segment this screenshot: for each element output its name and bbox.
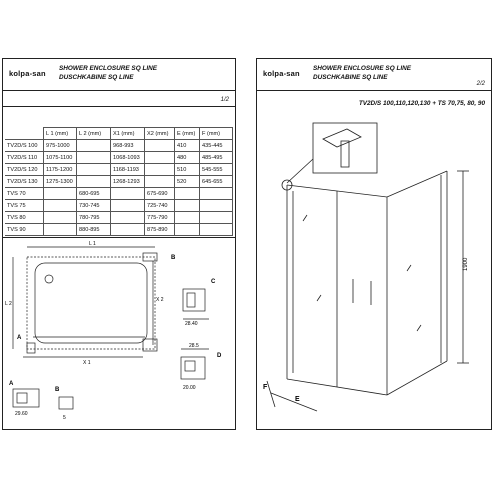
- detail-label-c: C: [211, 279, 216, 285]
- table-cell: 875-890: [145, 224, 175, 236]
- table-cell: 725-740: [145, 200, 175, 212]
- dimension-value: 20.00: [183, 385, 196, 391]
- table-row: [5, 140, 233, 152]
- table-cell: [175, 224, 200, 236]
- table-row: [5, 176, 233, 188]
- table-cell: [145, 164, 175, 176]
- detail-label-b: B: [171, 255, 176, 261]
- enclosure-3d-drawing: [257, 111, 491, 429]
- table-cell: [200, 212, 233, 224]
- table-cell: [145, 152, 175, 164]
- detail-label-b: B: [55, 387, 60, 393]
- table-cell: [200, 224, 233, 236]
- table-cell: 1068-1093: [111, 152, 145, 164]
- table-cell: [175, 188, 200, 200]
- table-cell: [200, 188, 233, 200]
- dimension-label: L 2: [5, 301, 12, 307]
- page-number: 1/2: [220, 97, 229, 103]
- model-cell: TVS 80: [5, 212, 44, 224]
- model-cell: TV2D/S 100: [5, 140, 44, 152]
- table-row: [5, 224, 233, 236]
- table-row: [5, 152, 233, 164]
- table-header-cell: L 1 (mm): [44, 128, 77, 140]
- dimension-label: X 1: [83, 360, 91, 366]
- table-cell: 880-895: [77, 224, 111, 236]
- table-cell: [145, 176, 175, 188]
- table-cell: [175, 212, 200, 224]
- dimension-e-label: E: [295, 396, 300, 403]
- dimension-value: 28.40: [185, 321, 198, 327]
- brand-logo: kolpa-san: [9, 69, 46, 78]
- table-cell: [111, 200, 145, 212]
- table-header-cell: F (mm): [200, 128, 233, 140]
- table-cell: 485-495: [200, 152, 233, 164]
- table-cell: [77, 140, 111, 152]
- table-cell: 730-745: [77, 200, 111, 212]
- table-cell: [111, 188, 145, 200]
- model-cell: TVS 70: [5, 188, 44, 200]
- model-cell: TV2D/S 120: [5, 164, 44, 176]
- page-title: [313, 65, 411, 82]
- table-cell: 1275-1300: [44, 176, 77, 188]
- table-cell: 680-695: [77, 188, 111, 200]
- table-header-cell: L 2 (mm): [77, 128, 111, 140]
- table-cell: 1175-1200: [44, 164, 77, 176]
- page-2-sheet: [256, 58, 492, 430]
- table-cell: [145, 140, 175, 152]
- table-cell: 1268-1293: [111, 176, 145, 188]
- installation-plan-drawing: [3, 239, 235, 429]
- table-cell: [44, 188, 77, 200]
- header-divider: [257, 90, 491, 91]
- table-cell: 780-795: [77, 212, 111, 224]
- table-cell: [44, 200, 77, 212]
- table-cell: 435-445: [200, 140, 233, 152]
- table-cell: 975-1000: [44, 140, 77, 152]
- table-header-cell: [5, 128, 44, 140]
- title-english: SHOWER ENCLOSURE SQ LINE: [313, 65, 411, 72]
- brand-logo: kolpa-san: [263, 69, 300, 78]
- table-cell: [111, 212, 145, 224]
- table-cell: 1168-1193: [111, 164, 145, 176]
- height-label: 1900: [463, 257, 469, 271]
- table-cell: [200, 200, 233, 212]
- table-header-cell: E (mm): [175, 128, 200, 140]
- detail-label-d: D: [217, 353, 222, 359]
- model-cell: TVS 90: [5, 224, 44, 236]
- table-cell: 775-790: [145, 212, 175, 224]
- table-cell: [44, 224, 77, 236]
- table-divider: [3, 237, 235, 238]
- title-german: DUSCHKABINE SQ LINE: [59, 73, 134, 81]
- table-header-row: [5, 128, 233, 140]
- header-divider: [3, 90, 235, 91]
- dimension-value: 28.5: [189, 343, 199, 349]
- table-header-cell: X2 (mm): [145, 128, 175, 140]
- table-cell: 410: [175, 140, 200, 152]
- title-german: DUSCHKABINE SQ LINE: [313, 73, 388, 81]
- table-row: [5, 200, 233, 212]
- model-cell: TV2D/S 110: [5, 152, 44, 164]
- title-english: SHOWER ENCLOSURE SQ LINE: [59, 65, 157, 72]
- dimension-value: 5: [63, 415, 66, 421]
- table-cell: [175, 200, 200, 212]
- detail-label-a: A: [9, 381, 14, 387]
- page-title: [59, 65, 157, 82]
- model-cell: TV2D/S 130: [5, 176, 44, 188]
- table-cell: 480: [175, 152, 200, 164]
- table-cell: [77, 152, 111, 164]
- model-cell: TVS 75: [5, 200, 44, 212]
- dimension-value: 29.60: [15, 411, 28, 417]
- page-1-sheet: [2, 58, 236, 430]
- table-cell: 545-555: [200, 164, 233, 176]
- table-cell: [77, 176, 111, 188]
- detail-label-a: A: [17, 335, 22, 341]
- table-cell: 520: [175, 176, 200, 188]
- dimension-table: [5, 127, 233, 236]
- table-cell: 1075-1100: [44, 152, 77, 164]
- dimension-label: L 1: [89, 241, 96, 247]
- header-divider: [3, 106, 235, 107]
- table-row: [5, 188, 233, 200]
- table-cell: 675-690: [145, 188, 175, 200]
- table-row: [5, 212, 233, 224]
- table-cell: [77, 164, 111, 176]
- table-row: [5, 164, 233, 176]
- table-cell: [111, 224, 145, 236]
- page-number: 2/2: [476, 81, 485, 87]
- table-cell: 510: [175, 164, 200, 176]
- dimension-f-label: F: [263, 384, 268, 391]
- table-cell: 645-655: [200, 176, 233, 188]
- table-cell: 968-993: [111, 140, 145, 152]
- table-header-cell: X1 (mm): [111, 128, 145, 140]
- model-list: TV2D/S 100,110,120,130 + TS 70,75, 80, 90: [358, 100, 485, 107]
- table-cell: [44, 212, 77, 224]
- dimension-label: X 2: [156, 297, 164, 303]
